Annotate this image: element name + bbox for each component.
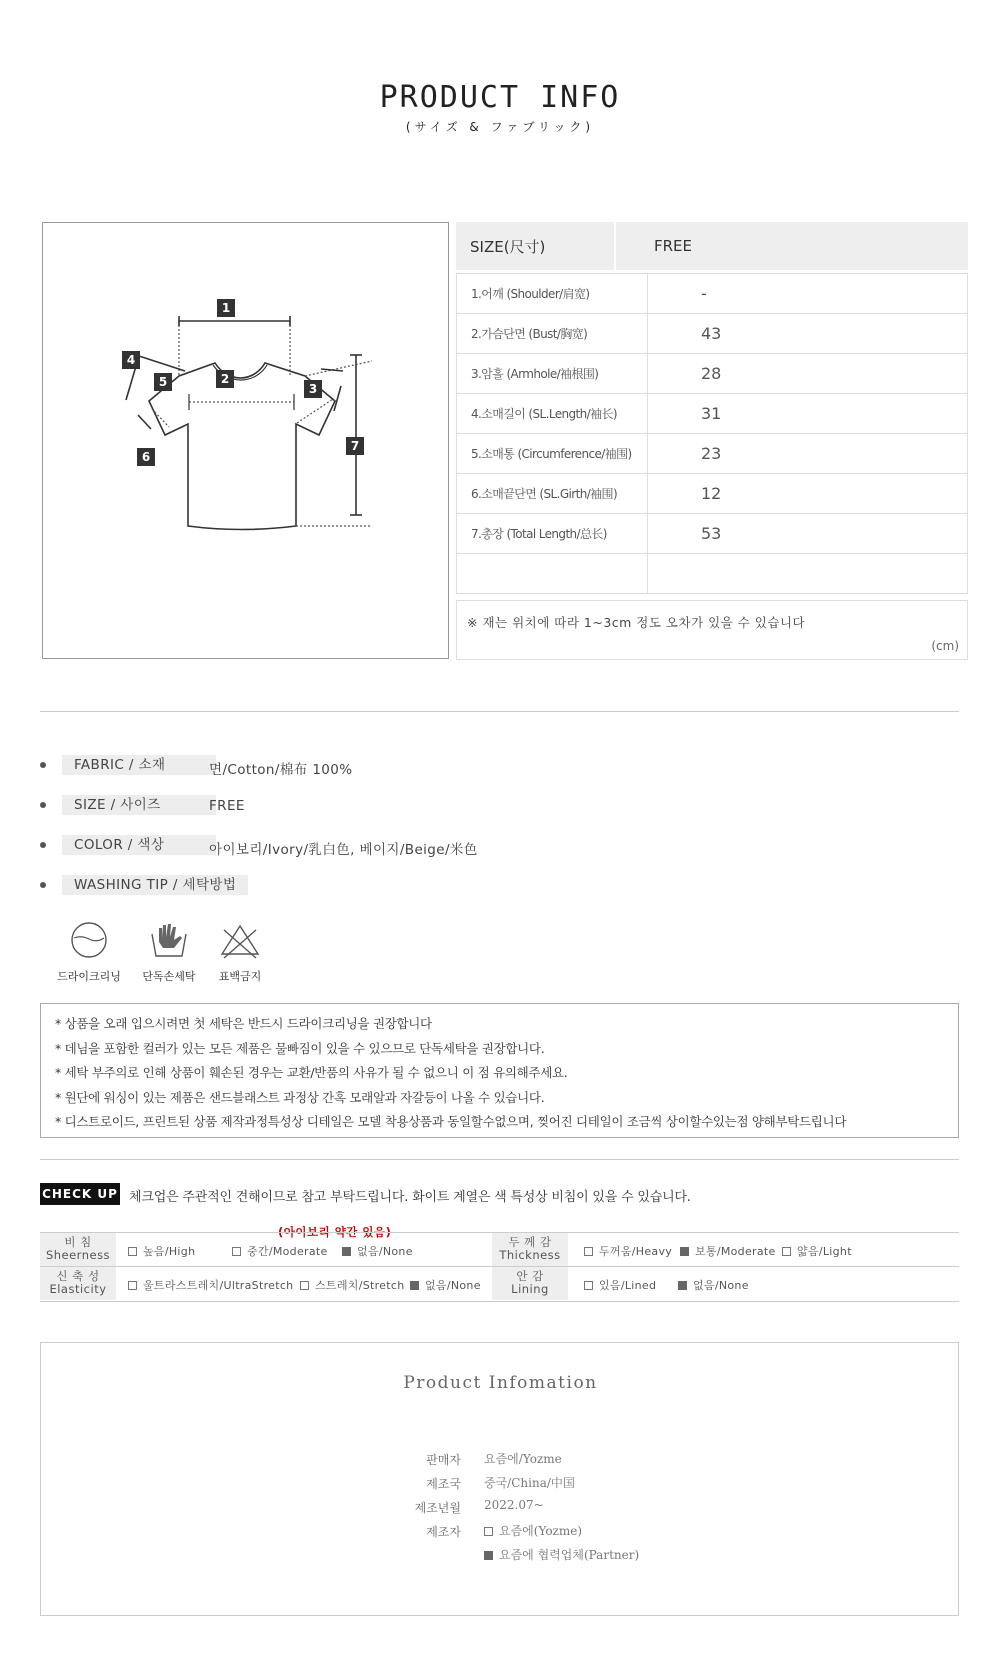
measure-value: 53 xyxy=(701,524,722,543)
checkbox-icon xyxy=(128,1281,137,1290)
table-row xyxy=(457,434,967,474)
check-up-badge: CHECK UP xyxy=(40,1183,120,1205)
marker-7: 7 xyxy=(346,437,364,455)
size-note: ※ 재는 위치에 따라 1~3cm 정도 오차가 있을 수 있습니다 xyxy=(467,615,806,630)
care-label: 표백금지 xyxy=(218,970,262,983)
option-label: 보통/Moderate xyxy=(695,1245,776,1258)
option xyxy=(128,1243,195,1259)
size-table-header xyxy=(456,222,968,270)
measure-value: 12 xyxy=(701,484,722,503)
info-label: 제조국 xyxy=(426,1477,461,1491)
spec-value: 면/Cotton/棉布 100% xyxy=(209,762,353,778)
measure-value xyxy=(648,554,967,593)
page-title: PRODUCT INFO xyxy=(379,80,621,115)
spec-label: WASHING TIP / 세탁방법 xyxy=(62,875,248,895)
size-table-body xyxy=(456,273,968,594)
option xyxy=(678,1277,749,1293)
attr-heading-ko: 비 침 xyxy=(64,1235,92,1249)
hand-wash-icon xyxy=(147,920,191,960)
care-hand-wash xyxy=(136,920,202,984)
bullet-icon xyxy=(40,882,46,888)
checkbox-icon xyxy=(584,1247,593,1256)
marker-3: 3 xyxy=(304,380,322,398)
care-notice-box xyxy=(40,1003,959,1138)
measure-label: 6.소매끝단면 (SL.Girth/袖围) xyxy=(457,474,648,513)
table-row xyxy=(457,554,967,594)
option-label: 있음/Lined xyxy=(599,1279,657,1292)
care-no-bleach xyxy=(210,920,270,984)
measure-label: 2.가슴단면 (Bust/胸宽) xyxy=(457,314,648,353)
measure-label xyxy=(457,554,648,593)
option xyxy=(410,1277,481,1293)
fabric-attributes-table xyxy=(40,1232,959,1302)
spec-washing xyxy=(40,874,248,896)
measure-label: 3.암홀 (Armhole/袖根围) xyxy=(457,354,648,393)
notice-line: * 상품을 오래 입으시려면 첫 세탁은 반드시 드라이크리닝을 권장합니다 xyxy=(55,1016,432,1031)
marker-5: 5 xyxy=(154,373,172,391)
measure-value: 28 xyxy=(701,364,722,383)
notice-line: * 데님을 포함한 컬러가 있는 모든 제품은 물빠짐이 있을 수 있으므로 단독세탁을 권장합니다. xyxy=(55,1040,545,1056)
checkbox-icon xyxy=(232,1247,241,1256)
attr-heading xyxy=(40,1233,116,1266)
tshirt-diagram xyxy=(43,223,448,658)
marker-2: 2 xyxy=(216,370,234,388)
option xyxy=(232,1243,328,1259)
bullet-icon xyxy=(40,762,46,768)
checkbox-icon xyxy=(584,1281,593,1290)
spec-value: FREE xyxy=(209,798,245,814)
option xyxy=(782,1243,852,1259)
checkbox-checked-icon xyxy=(678,1281,687,1290)
info-value: 중국/China/中国 xyxy=(484,1476,575,1490)
size-table xyxy=(456,222,968,594)
attr-heading-en: Lining xyxy=(511,1282,549,1296)
measure-value: 43 xyxy=(701,324,722,343)
checkbox-checked-icon xyxy=(342,1247,351,1256)
checkbox-icon xyxy=(782,1247,791,1256)
table-row xyxy=(457,314,967,354)
spec-size xyxy=(40,794,216,816)
table-row xyxy=(457,394,967,434)
attr-heading xyxy=(40,1267,116,1300)
product-info-title: Product Infomation xyxy=(403,1373,598,1393)
check-up-text: 체크업은 주관적인 견해이므로 참고 부탁드립니다. 화이트 계열은 색 특성상 비침이 있을 수 있습니다. xyxy=(129,1190,691,1205)
spec-label: COLOR / 색상 xyxy=(62,835,216,855)
attr-row-elasticity xyxy=(40,1267,959,1300)
option xyxy=(584,1243,672,1259)
care-label: 단독손세탁 xyxy=(142,970,196,983)
marker-1: 1 xyxy=(217,299,235,317)
notice-line: * 세탁 부주의로 인해 상품이 훼손된 경우는 교환/반품의 사유가 될 수 없으니 이 점 유의해주세요. xyxy=(55,1065,568,1080)
option-label: 스트레치/Stretch xyxy=(315,1279,405,1292)
measure-value: 31 xyxy=(701,404,722,423)
no-bleach-icon xyxy=(218,920,262,960)
sheerness-note: (아이보리 약간 있음) xyxy=(278,1225,392,1239)
maker-option xyxy=(484,1546,639,1563)
table-row xyxy=(457,274,967,314)
spec-label: FABRIC / 소재 xyxy=(62,755,216,775)
checkbox-checked-icon xyxy=(680,1247,689,1256)
maker-option-label: 요즘에 협력업체(Partner) xyxy=(499,1548,640,1562)
measure-label: 7.총장 (Total Length/总长) xyxy=(457,514,648,553)
checkbox-icon xyxy=(300,1281,309,1290)
checkbox-icon xyxy=(484,1527,493,1536)
measure-label: 1.어깨 (Shoulder/肩宽) xyxy=(457,274,648,313)
attr-heading xyxy=(492,1233,568,1266)
size-unit: (cm) xyxy=(931,639,959,653)
option-label: 얇음/Light xyxy=(797,1245,852,1258)
measure-label: 4.소매길이 (SL.Length/袖长) xyxy=(457,394,648,433)
table-row xyxy=(457,514,967,554)
option xyxy=(128,1277,293,1293)
attr-heading-en: Sheerness xyxy=(45,1248,111,1262)
marker-4: 4 xyxy=(122,351,140,369)
attr-heading-en: Elasticity xyxy=(49,1282,107,1296)
spec-label: SIZE / 사이즈 xyxy=(62,795,216,815)
measure-value: 23 xyxy=(701,444,722,463)
bullet-icon xyxy=(40,842,46,848)
option-label: 울트라스트레치/UltraStretch xyxy=(143,1279,294,1292)
divider xyxy=(40,1159,959,1160)
option-label: 중간/Moderate xyxy=(247,1245,328,1258)
divider xyxy=(40,711,959,712)
table-row xyxy=(457,354,967,394)
size-diagram xyxy=(42,222,449,659)
spec-value: 아이보리/Ivory/乳白色, 베이지/Beige/米色 xyxy=(209,842,478,858)
dry-clean-icon xyxy=(69,920,109,960)
info-value: 요즘에/Yozme xyxy=(484,1452,562,1466)
table-row xyxy=(457,474,967,514)
option xyxy=(584,1277,656,1293)
option xyxy=(342,1243,413,1259)
info-label: 판매자 xyxy=(426,1453,461,1467)
size-note-box xyxy=(456,600,968,660)
care-dry-clean xyxy=(54,920,124,984)
option xyxy=(300,1277,405,1293)
attr-heading-en: Thickness xyxy=(499,1248,561,1262)
attr-heading xyxy=(492,1267,568,1300)
attr-row-sheerness xyxy=(40,1233,959,1267)
notice-line: * 디스트로이드, 프린트된 상품 제작과정특성상 디테일은 모델 착용상품과 동일할수없으며, 찢어진 디테일이 조금씩 상이할수있는점 양해부탁드립니다 xyxy=(55,1114,847,1129)
spec-fabric xyxy=(40,754,216,776)
attr-heading-ko: 안 감 xyxy=(516,1269,544,1283)
checkbox-icon xyxy=(128,1247,137,1256)
option-label: 두꺼움/Heavy xyxy=(599,1245,673,1258)
info-label: 제조자 xyxy=(426,1525,461,1539)
notice-line: * 원단에 워싱이 있는 제품은 샌드블래스트 과정상 간혹 모래알과 자갈등이 나올 수 있습니다. xyxy=(55,1089,545,1105)
spec-color xyxy=(40,834,216,856)
option-label: 없음/None xyxy=(357,1245,413,1258)
measure-value: - xyxy=(701,284,707,303)
checkbox-checked-icon xyxy=(484,1551,493,1560)
checkbox-checked-icon xyxy=(410,1281,419,1290)
marker-6: 6 xyxy=(137,448,155,466)
option-label: 없음/None xyxy=(425,1279,481,1292)
care-label: 드라이크리닝 xyxy=(57,970,121,983)
option-label: 없음/None xyxy=(693,1279,749,1292)
option-label: 높음/High xyxy=(143,1245,196,1258)
info-value: 2022.07~ xyxy=(484,1498,544,1512)
info-label: 제조년월 xyxy=(414,1501,461,1515)
product-info-box xyxy=(40,1342,959,1616)
measure-label: 5.소매통 (Circumference/袖围) xyxy=(457,434,648,473)
size-header-label: SIZE(尺寸) xyxy=(456,222,616,270)
bullet-icon xyxy=(40,802,46,808)
attr-heading-ko: 신 축 성 xyxy=(56,1269,100,1283)
size-header-value: FREE xyxy=(654,237,693,255)
page-subtitle: (サイズ & ファブリック) xyxy=(405,120,595,134)
maker-option xyxy=(484,1522,582,1539)
maker-option-label: 요즘에(Yozme) xyxy=(499,1524,583,1538)
option xyxy=(680,1243,776,1259)
attr-heading-ko: 두 께 감 xyxy=(508,1235,552,1249)
